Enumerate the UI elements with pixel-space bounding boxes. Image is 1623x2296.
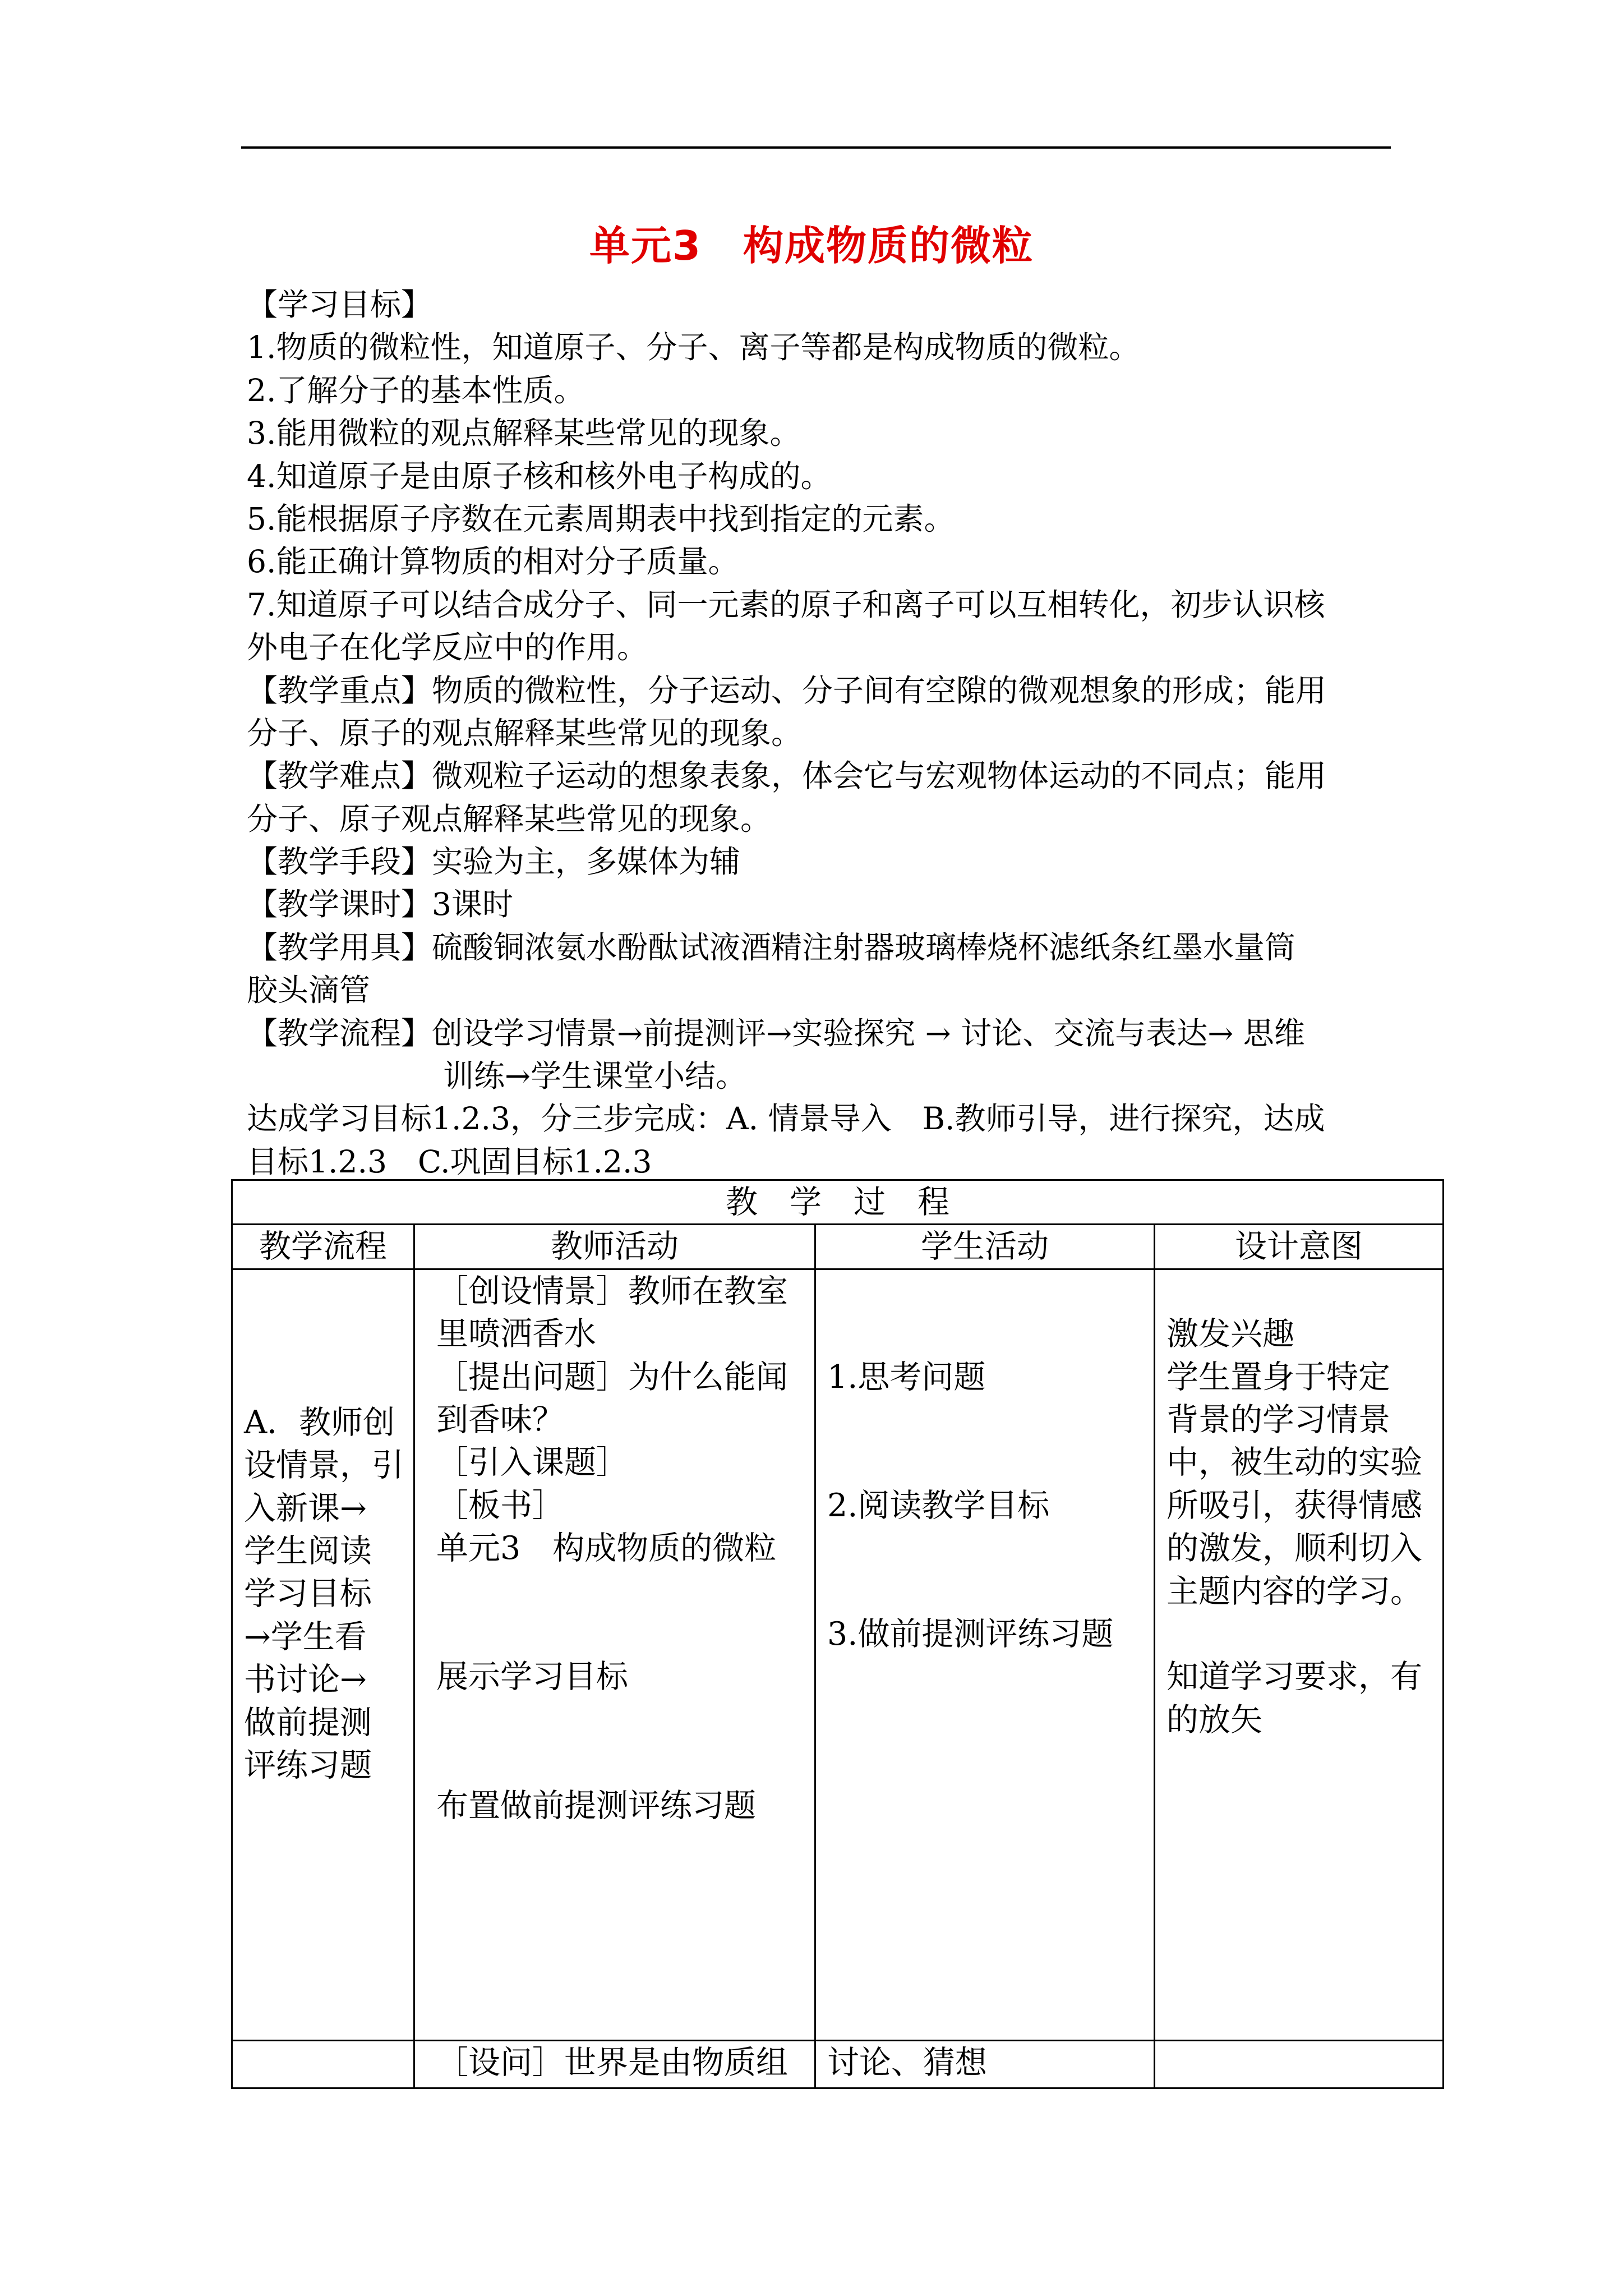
difficulties-line: 分子、原子观点解释某些常见的现象。 — [247, 800, 772, 837]
teacher-line: ［引入课题］ — [436, 1444, 628, 1481]
objective-item: 外电子在化学反应中的作用。 — [247, 629, 648, 666]
student-line — [827, 1527, 1149, 1570]
intent-line: 中，被生动的实验 — [1166, 1444, 1422, 1481]
student-activity-cell: 讨论、猜想 — [815, 2040, 1155, 2088]
flow-line: 学习目标 — [244, 1575, 372, 1613]
objective-item: 6.能正确计算物质的相对分子质量。 — [247, 544, 739, 580]
teacher-line: ［板书］ — [436, 1487, 564, 1524]
objective-item: 4.知道原子是由原子核和核外电子构成的。 — [247, 458, 832, 494]
teacher-line: 到香味？ — [436, 1401, 564, 1439]
teacher-line: 展示学习目标 — [436, 1658, 628, 1696]
intent-line — [1166, 1613, 1438, 1655]
teacher-activity-cell — [414, 1269, 815, 2040]
key-points-line: 分子、原子的观点解释某些常见的现象。 — [247, 715, 803, 751]
flow-line: →学生看 — [244, 1618, 367, 1655]
student-line — [827, 1570, 1149, 1613]
page-title: 单元3 构成物质的微粒 — [589, 222, 1034, 269]
teacher-line — [436, 1613, 810, 1655]
teaching-tools-line: 胶头滴管 — [247, 972, 371, 1009]
teacher-line: 里喷洒香水 — [436, 1315, 596, 1353]
teacher-line: 单元3 构成物质的微粒 — [436, 1530, 777, 1567]
column-header: 学生活动 — [815, 1225, 1155, 1269]
intent-line — [1166, 1270, 1438, 1313]
teacher-line — [436, 1570, 810, 1613]
header-rule — [241, 146, 1391, 149]
flow-line: A．教师创 — [244, 1404, 395, 1441]
flow-line: 设情景，引 — [244, 1447, 404, 1484]
flow-cell — [232, 1269, 414, 2040]
teaching-process-table — [231, 1179, 1444, 2089]
flow-line: 做前提测 — [244, 1704, 372, 1741]
intent-line: 的放矢 — [1166, 1701, 1262, 1738]
student-line — [827, 1398, 1149, 1441]
teacher-activity-cell — [414, 2040, 815, 2088]
flow-cell — [232, 2040, 414, 2088]
student-line: 2.阅读教学目标 — [827, 1487, 1050, 1524]
intent-line: 的激发，顺利切入 — [1166, 1530, 1422, 1567]
student-line — [827, 1270, 1149, 1313]
intent-line: 学生置身于特定 — [1166, 1358, 1390, 1396]
flow-line: 学生阅读 — [244, 1533, 372, 1570]
teacher-line: ［提出问题］为什么能闻 — [436, 1358, 788, 1396]
objective-item: 1.物质的微粒性，知道原子、分子、离子等都是构成物质的微粒。 — [247, 329, 1140, 366]
column-header: 教师活动 — [414, 1225, 815, 1269]
intent-line: 背景的学习情景 — [1166, 1401, 1390, 1439]
student-line — [827, 1313, 1149, 1355]
design-intent-cell — [1155, 1269, 1444, 2040]
column-header: 设计意图 — [1155, 1225, 1444, 1269]
teaching-flow-line: 训练→学生课堂小结。 — [443, 1058, 747, 1094]
flow-line: 入新课→ — [244, 1489, 367, 1527]
lesson-intro — [247, 283, 1408, 1183]
teacher-line: 布置做前提测评练习题 — [436, 1787, 756, 1824]
teaching-tools-line: 【教学用具】硫酸铜浓氨水酚酞试液酒精注射器玻璃棒烧杯滤纸条红墨水量筒 — [247, 929, 1296, 965]
intent-line: 主题内容的学习。 — [1166, 1572, 1422, 1610]
intent-line: 所吸引，获得情感 — [1166, 1487, 1422, 1524]
intent-line: 知道学习要求，有 — [1166, 1658, 1422, 1696]
student-line: 1.思考问题 — [827, 1358, 986, 1396]
objective-item: 2.了解分子的基本性质。 — [247, 372, 585, 408]
key-points-line: 【教学重点】物质的微粒性，分子运动、分子间有空隙的微观想象的形成；能用 — [247, 672, 1327, 708]
intent-line: 激发兴趣 — [1166, 1315, 1294, 1353]
teacher-line — [436, 1741, 810, 1784]
student-line — [827, 1441, 1149, 1484]
teaching-flow-line: 【教学流程】创设学习情景→前提测评→实验探究 → 讨论、交流与表达→ 思维 — [247, 1015, 1305, 1051]
student-line: 3.做前提测评练习题 — [827, 1615, 1114, 1653]
teaching-means: 【教学手段】实验为主，多媒体为辅 — [247, 844, 741, 880]
teaching-hours: 【教学课时】3课时 — [247, 886, 513, 923]
table-caption: 教 学 过 程 — [232, 1180, 1444, 1225]
teacher-line: ［创设情景］教师在教室 — [436, 1272, 788, 1310]
objective-item: 3.能用微粒的观点解释某些常见的现象。 — [247, 415, 801, 452]
flow-line: 书讨论→ — [244, 1661, 367, 1699]
teacher-line — [436, 1699, 810, 1741]
difficulties-line: 【教学难点】微观粒子运动的想象表象，体会它与宏观物体运动的不同点；能用 — [247, 758, 1327, 794]
teacher-line: ［设问］世界是由物质组 — [436, 2044, 788, 2081]
objective-item: 5.能根据原子序数在元素周期表中找到指定的元素。 — [247, 500, 955, 537]
design-intent-cell — [1155, 2040, 1444, 2088]
objective-item: 7.知道原子可以结合成分子、同一元素的原子和离子可以互相转化，初步认识核 — [247, 586, 1325, 623]
flow-line: 评练习题 — [244, 1747, 372, 1784]
goal-summary-line: 达成学习目标1.2.3，分三步完成：A. 情景导入 B.教师引导，进行探究，达成 — [247, 1101, 1325, 1137]
student-activity-cell — [815, 1269, 1155, 2040]
goal-summary-line: 目标1.2.3 C.巩固目标1.2.3 — [247, 1143, 652, 1180]
column-header: 教学流程 — [232, 1225, 414, 1269]
objectives-label: 【学习目标】 — [247, 287, 432, 323]
